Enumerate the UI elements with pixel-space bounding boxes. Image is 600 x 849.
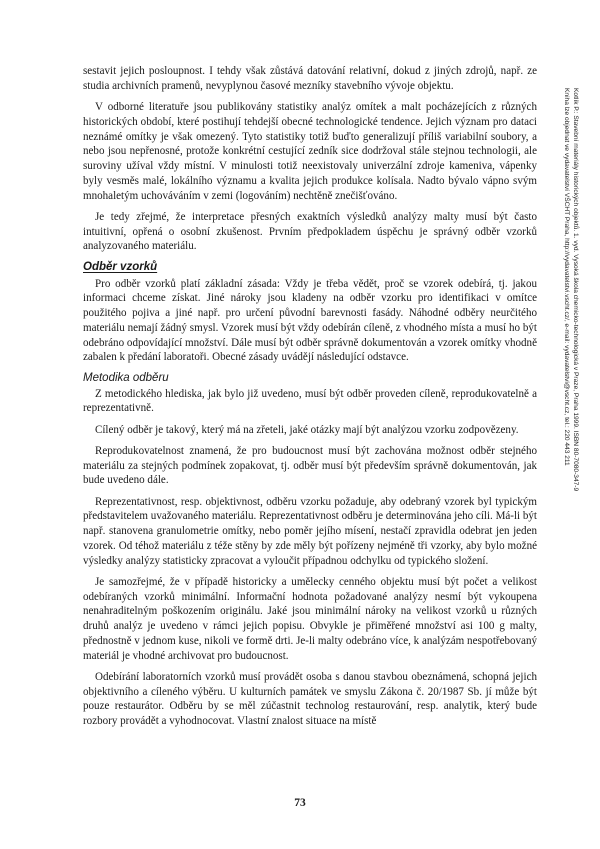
paragraph: Je tedy zřejmé, že interpretace přesných exaktních výsledků analýzy malty musí být často intuitivní, opřená o osobní zkušenost. Prvním předpokladem úspěchu je správný odběr vzorků analyzovaného materiálu. [83,210,537,253]
citation-side-note [562,88,580,728]
paragraph: Je samozřejmé, že v případě historicky a umělecky cenného objektu musí být počet a velikost odebíraných vzorků minimální. Informační hodnota požadované analýzy nesmí být vykoupena nenahraditelným poškozením originálu. Jaké jsou minimální nároky na velikost vzorků u různých druhů analýz je uvedeno v rámci jejich popisu. Obvykle je přiměřené množství asi 100 g malty, přednostně v jednom kuse, nikoli ve formě drti. Je-li malty odebráno více, k analýzám nespotřebovaný materiál je vhodné archivovat pro budoucnost. [83,575,537,662]
paragraph: Reprezentativnost, resp. objektivnost, odběru vzorku požaduje, aby odebraný vzorek byl typickým představitelem uvažovaného materiálu. Reprezentativnost odběru je determinována jeho cíli. Má-li být např. stanovena granulometrie omítky, nebo poměr jejího mísení, nestačí zpravidla odebrat jen jeden vzorek. Od téhož materiálu z téže stěny by zde měly být pořízeny nejméně tři vzorky, aby bylo možné výsledky analýzy statisticky zpracovat a vyloučit případnou odchylku od typického složení. [83,495,537,567]
paragraph: Reprodukovatelnost znamená, že pro budoucnost musí být zachována možnost odběr stejného materiálu za stejných podmínek zopakovat, tj. odběr musí být především správně dokumentován, jak bude uvedeno dále. [83,444,537,487]
paragraph: Pro odběr vzorků platí základní zásada: Vždy je třeba vědět, proč se vzorek odebírá, tj. jakou informaci chceme získat. Jiné nároky jsou kladeny na odběr vzorku pro identifikaci v omítce použitého pojiva a jiné např. pro určení původní barevnosti fasády. Náhodné odběry neurčitého materiálu nemají žádný smysl. Vzorek musí být vždy odebírán cíleně, z vhodného místa a musí ho být odebráno odpovídající množství. Dále musí být odběr správně dokumentován a vzorek omítky vhodně zabalen k předání laboratoři. Obecné zásady uvádějí následující odstavce. [83,277,537,364]
paragraph: V odborné literatuře jsou publikovány statistiky analýz omítek a malt pocházejících z různých historických období, které postihují tehdejší obecné technologické tendence. Jejich význam pro dataci neznámé omítky je však omezený. Tyto statistiky totiž buďto generalizují příliš variabilní soubory, a nebo jsou nepřenosné, protože konkrétní cestující zedník sice dodržoval stále stejnou technologii, ale suroviny užíval vždy místní. V minulosti totiž neexistovaly univerzální zdroje kameniva, vápenky byly vesměs malé, lokálního významu a kvalita jejich produkce kolísala. Nadto bývalo vápno svým mnohaletým uchováváním v zemi (logováním) nechtěně znečišťováno. [83,101,537,202]
main-text [83,64,537,735]
citation-line: Kotlík P.: Stavební materiály historických objektů. 1. vyd. Vysoká škola chemicko-technologická v Praze, Praha 1999. ISBN 80-7080-347-9 [572,88,579,492]
paragraph: Cílený odběr je takový, který má na zřeteli, jaké otázky mají být analýzou vzorku zodpovězeny. [95,423,519,436]
section-heading: Odběr vzorků [83,260,158,273]
subsection-heading: Metodika odběru [83,371,169,384]
order-info-line: Kniha lze objednat ve vydavatelství VŠCHT Praha, http://vydavatelstvi.vscht.cz/, e-mail: vydavatelstvi@vscht.cz, tel.: 220 443 211 [563,88,570,466]
page-number: 73 [294,797,306,809]
paragraph: sestavit jejich posloupnost. I tehdy však zůstává datování relativní, dokud z jiných zdrojů, např. ze studia archivních pramenů, nevyplynou časové mezníky stavebního vývoje objektu. [83,65,537,92]
paragraph: Odebírání laboratorních vzorků musí provádět osoba s danou stavbou obeznámená, schopná jejich objektivního a cíleného výběru. U kulturních památek ve smyslu Zákona č. 20/1987 Sb. jí může být pouze restaurátor. Odběru by se měl zúčastnit technolog restaurování, resp. analytik, který bude rozbory provádět a vyhodnocovat. Vlastní znalost situace na místě [83,670,537,727]
paragraph: Z metodického hlediska, jak bylo již uvedeno, musí být odběr proveden cíleně, reprodukovatelně a reprezentativně. [83,387,537,415]
